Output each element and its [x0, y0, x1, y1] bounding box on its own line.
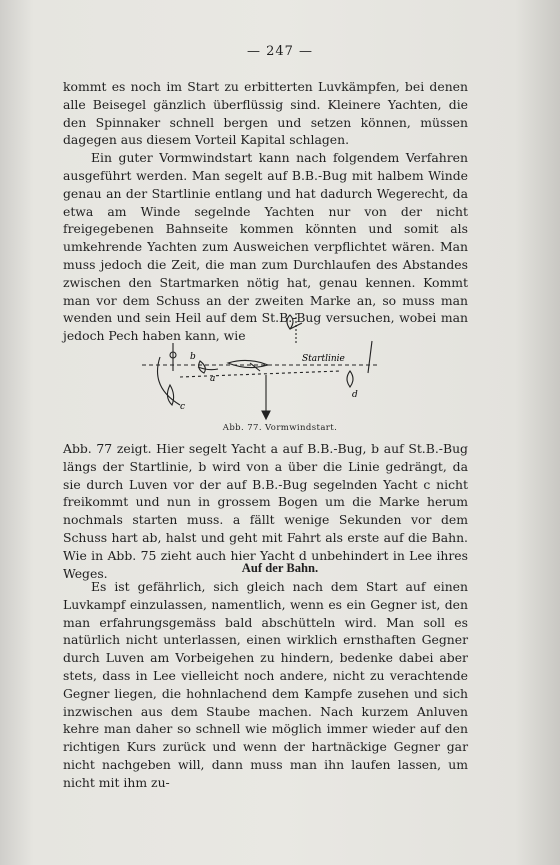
label-c: c — [180, 402, 186, 412]
sailing-diagram — [140, 305, 380, 423]
figure-caption: Abb. 77. Vormwindstart. — [222, 423, 338, 433]
yacht-c — [167, 385, 173, 405]
paragraph: kommt es noch im Start zu erbitterten Luvkämpfen, bei denen alle Beisegel gänzlich überflüssig sind. Kleinere Yachten, die den Spinnaker schnell bergen und setzen können, müssen dagegen aus diesem Vorteil Kapital schlagen. — [63, 79, 468, 148]
yacht-right — [347, 371, 353, 387]
yacht-b-track — [198, 367, 218, 370]
yacht-d — [287, 315, 293, 329]
text-block-section — [63, 578, 468, 792]
paragraph: Abb. 77 zeigt. Hier segelt Yacht a auf B.B.-Bug, b auf St.B.-Bug längs der Startlinie, b wird von a über die Linie gedrängt, da sie durch Luven vor der auf B.B.-Bug segelnden Yacht c nicht freikommt und nun in grossem Bogen um die Marke herum nochmals starten muss. a fällt wenige Sekunden vor dem Schuss hart ab, halst und geht mit Fahrt als erste auf die Bahn. Wie in Abb. 75 zieht auch hier Yacht d unbehindert in Lee ihres Weges. — [63, 441, 468, 581]
figure-vormwindstart — [140, 305, 380, 423]
page-number: — 247 — — [246, 44, 314, 59]
section-heading: Auf der Bahn. — [241, 561, 319, 575]
paragraph: Es ist gefährlich, sich gleich nach dem Start auf einen Luvkampf einzulassen, namentlich, wenn es ein Gegner ist, den man erfahrungsgemäss bald abschütteln wird. Man soll es natürlich nicht unterlassen, einen wirklich ernsthaften Gegner durch Luven am Vorbeigehen zu hindern, bedenke dabei aber stets, dass in Lee vielleicht noch andere, nicht zu verachtende Gegner liegen, die hohnlachend dem Kampfe zusehen und sich inzwischen aus dem Staube machen. Nach kurzem Anluven kehre man daher so schnell wie möglich immer wieder auf den richtigen Kurs zurück und wenn der hartnäckige Gegner gar nicht nachgeben will, dann muss man ihn laufen lassen, um nicht mit ihm zu- — [63, 579, 468, 790]
label-d: d — [352, 390, 358, 400]
label-startline: Startlinie — [302, 354, 345, 364]
wind-arrow-head — [262, 411, 270, 419]
lee-line — [180, 371, 340, 377]
label-b: b — [190, 352, 196, 362]
yacht-b — [199, 361, 206, 373]
label-a: a — [210, 374, 216, 384]
paragraph: Ein guter Vormwindstart kann nach folgendem Verfahren ausgeführt werden. Man segelt auf B.B.-Bug mit halbem Winde genau an der Startlinie entlang und hat dadurch Wegerecht, da etwa am Winde segelnde Yachten nur von der nicht freigegebenen Bahnseite kommen könnten und somit als umkehrende Yachten zum Ausweichen verpflichtet wären. Man muss jedoch die Zeit, die man zum Durchlaufen des Abstandes zwischen den Startmarken nötig hat, genau kennen. Kommt man vor dem Schuss an der zweiten Marke an, so muss man wenden und sein Heil auf dem St.B.-Bug versuchen, wobei man jedoch Pech haben kann, wie — [63, 150, 468, 344]
start-mark-right — [368, 341, 372, 373]
yacht-a — [228, 360, 268, 367]
yacht-c-track — [158, 357, 181, 405]
